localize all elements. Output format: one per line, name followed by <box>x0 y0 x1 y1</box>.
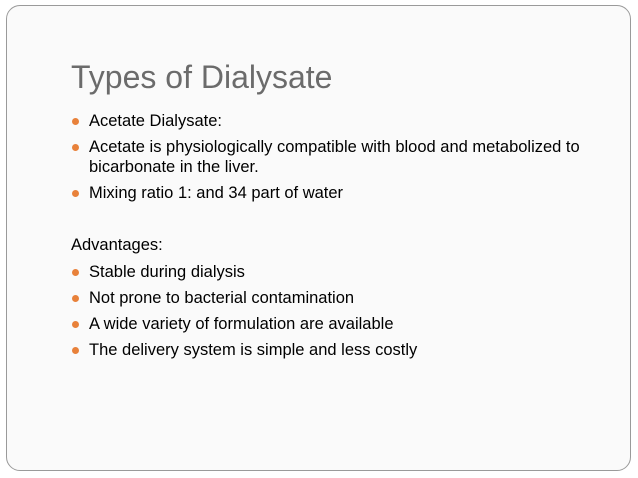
list-item <box>71 262 619 282</box>
advantages-heading: Advantages: <box>71 236 163 254</box>
list-item <box>71 183 619 203</box>
list-item-text: Acetate is physiologically compatible with blood and metabolized to bicarbonate in the liver. <box>89 138 580 176</box>
list-item <box>71 111 619 131</box>
bullet-icon <box>72 118 79 125</box>
bullet-icon <box>72 295 79 302</box>
bullet-icon <box>72 347 79 354</box>
slide-body <box>71 111 619 366</box>
list-item-text: The delivery system is simple and less costly <box>89 341 418 359</box>
list-item <box>71 340 619 360</box>
list-item-text: A wide variety of formulation are available <box>89 315 394 333</box>
slide-frame <box>6 5 631 471</box>
list-item <box>71 314 619 334</box>
slide-title: Types of Dialysate <box>71 59 333 95</box>
list-item-text: Stable during dialysis <box>89 263 245 281</box>
list-item-text: Mixing ratio 1: and 34 part of water <box>89 184 344 202</box>
bullet-icon <box>72 190 79 197</box>
section-spacer <box>71 209 619 235</box>
list-item <box>71 137 619 177</box>
list-item-text: Not prone to bacterial contamination <box>89 289 355 307</box>
intro-bullet-list <box>71 111 619 203</box>
list-item-text: Acetate Dialysate: <box>89 112 222 130</box>
bullet-icon <box>72 321 79 328</box>
advantages-bullet-list <box>71 262 619 360</box>
bullet-icon <box>72 144 79 151</box>
list-item <box>71 288 619 308</box>
bullet-icon <box>72 269 79 276</box>
